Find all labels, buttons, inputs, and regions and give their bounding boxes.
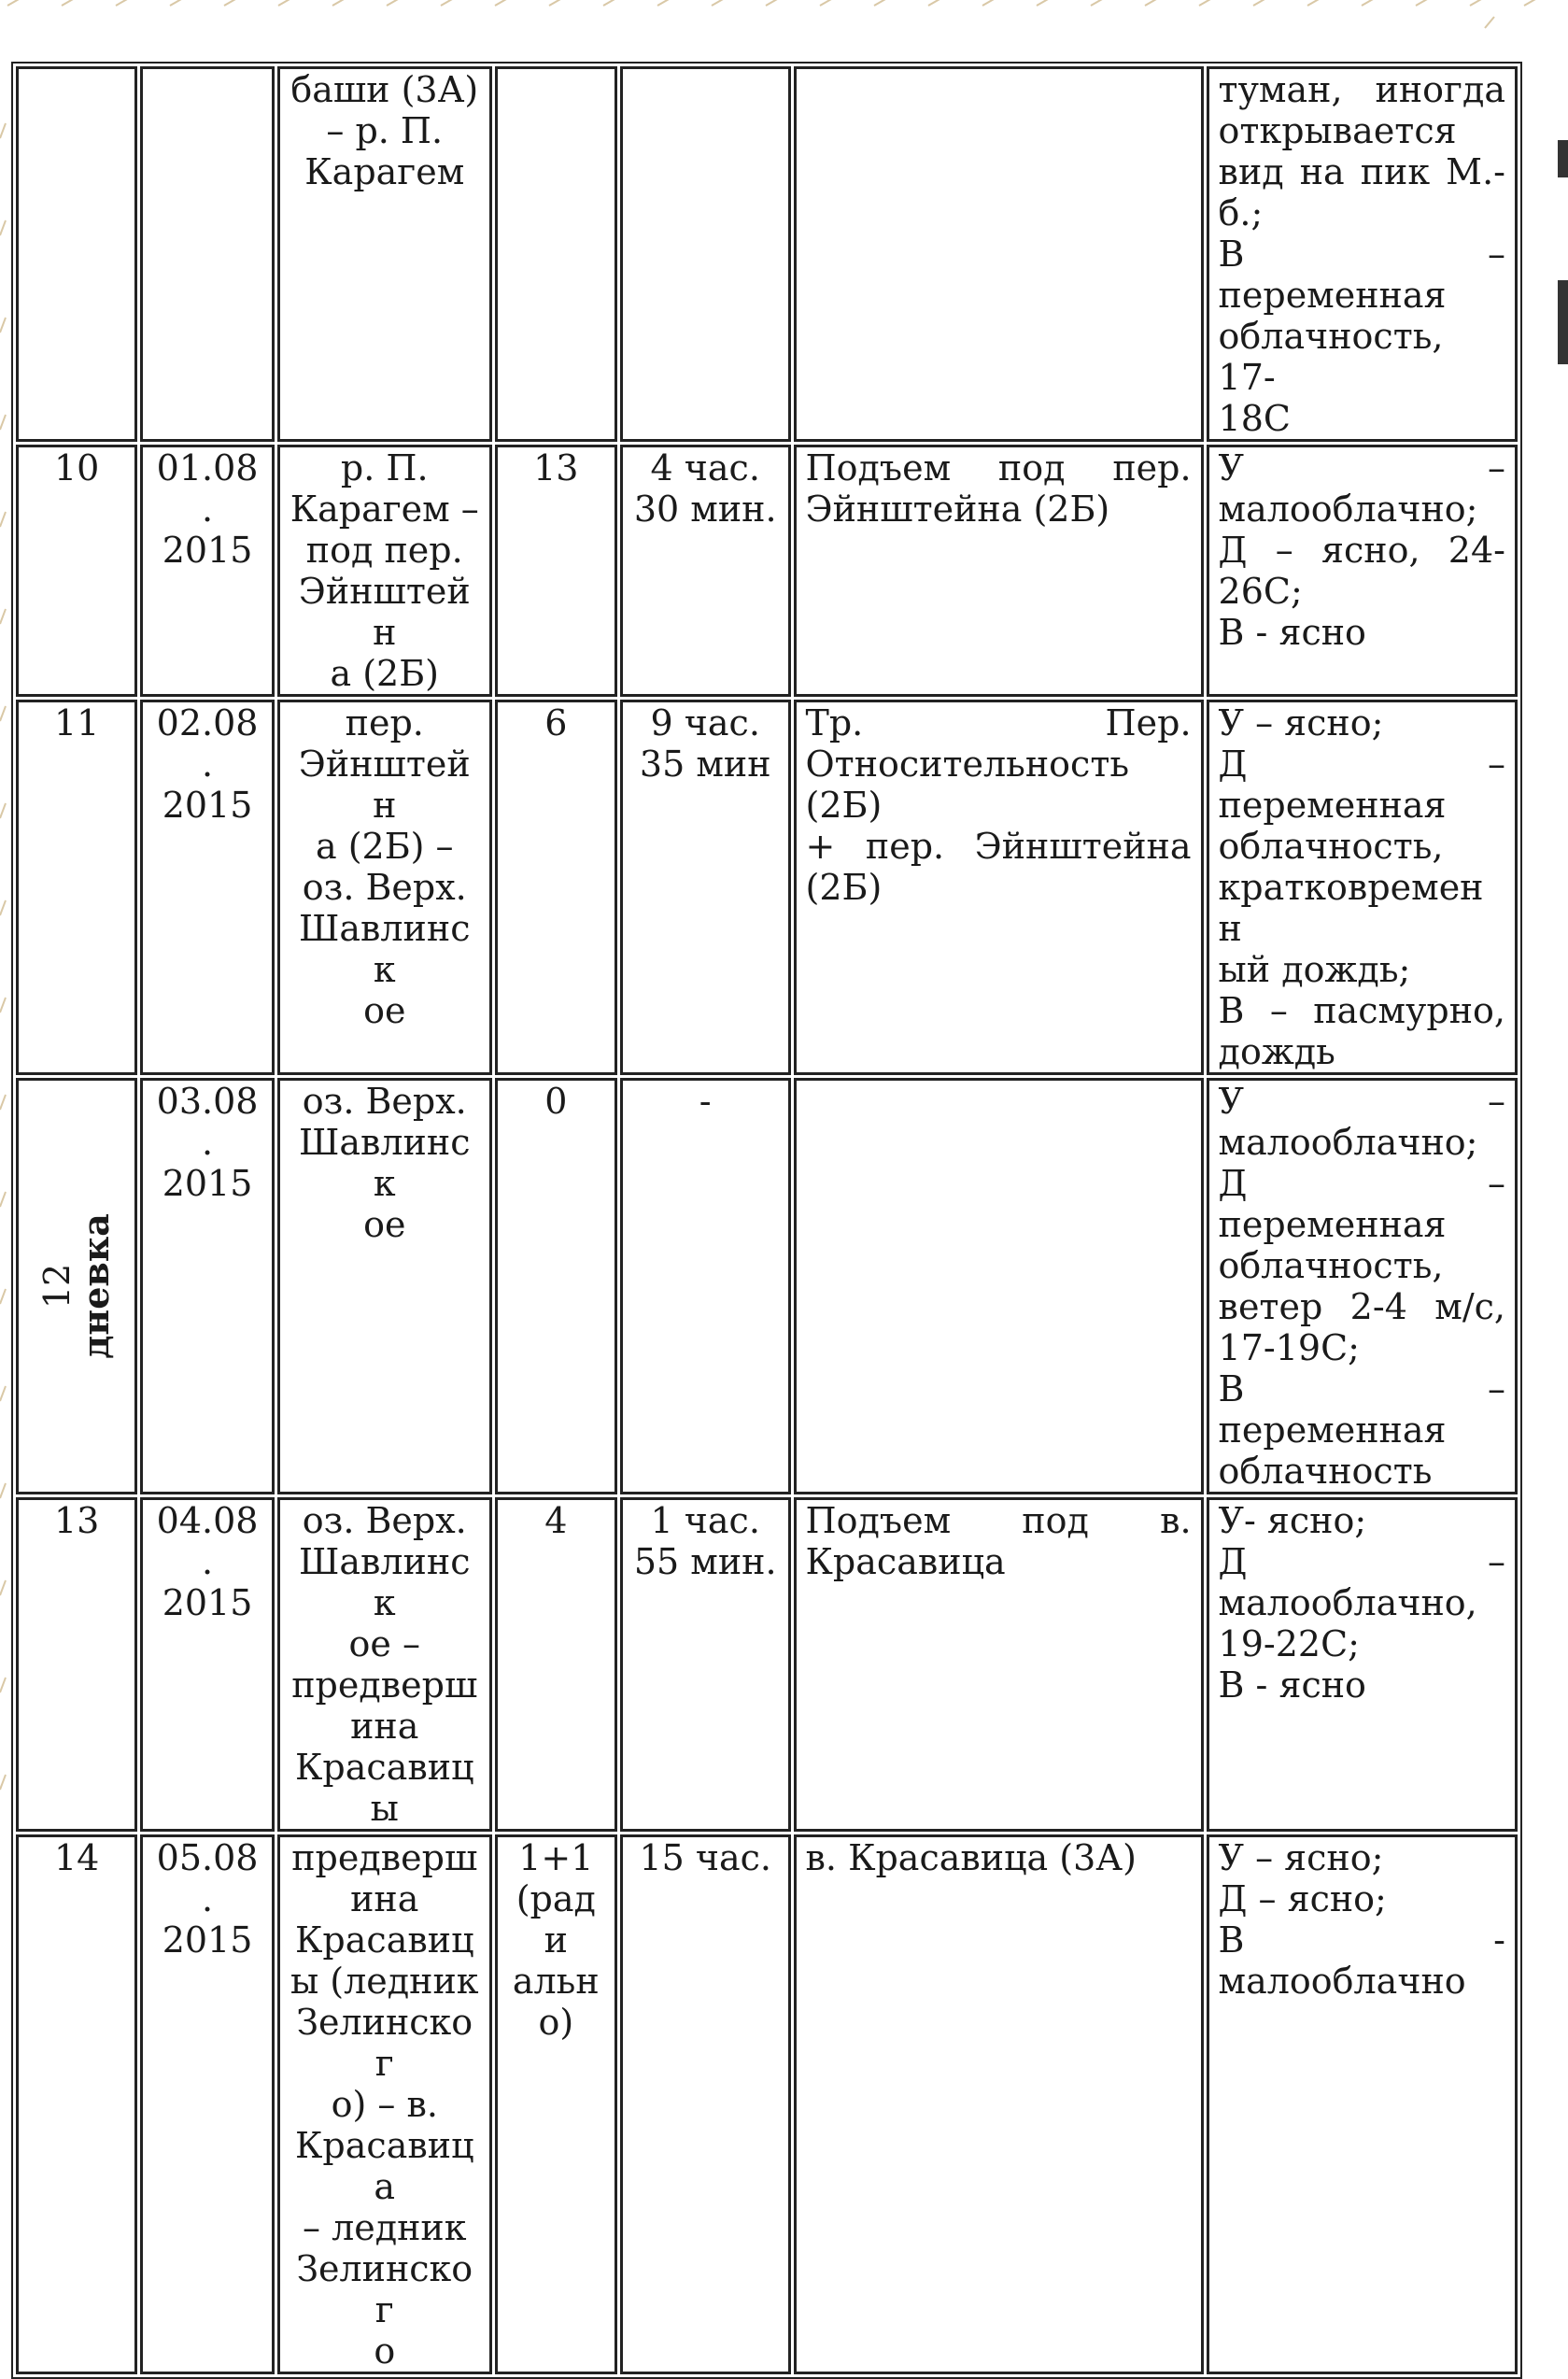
weather-text: 17-19С; [1218,1327,1360,1368]
obstacles-cell [794,445,1204,697]
route-text: р. П. [340,447,429,489]
obstacles-cell [794,66,1204,442]
weather-text: вид на пик М.- [1218,151,1505,192]
time-cell [620,66,791,442]
time-text: 4 час. [650,447,760,489]
weather-text: туман, иногда [1218,69,1505,110]
itinerary-body [16,66,1518,2374]
distance-text: 6 [544,702,568,743]
weather-text: малооблачно; [1218,489,1478,530]
route-text: ина [350,1878,419,1919]
date-text: 05.08. [156,1837,259,1919]
route-text: ина [350,1706,419,1747]
route-text: Карагем – [290,489,479,530]
route-text: оз. Верх. [302,1500,467,1541]
distance-text: 4 [544,1500,568,1541]
weather-text: 26С; [1218,571,1303,612]
route-cell [277,66,492,442]
date-text: 03.08. [156,1081,259,1163]
weather-text: Д – ясно; [1218,1878,1387,1919]
route-text: ое [363,1204,406,1245]
obstacles-text: + пер. Эйнштейна [805,826,1192,867]
day-number: 11 [53,702,100,743]
rest-day-number: 12 [36,1263,78,1310]
date-cell [140,1834,275,2374]
weather-text: облачность, [1218,1245,1444,1286]
weather-text: б.; [1218,192,1264,234]
date-cell [140,1078,275,1494]
route-text: Шавлинск [299,908,471,990]
weather-text: У- ясно; [1218,1500,1367,1541]
route-text: Зелинског [296,2248,473,2330]
table-row [16,1834,1518,2374]
day-cell [16,445,137,697]
time-text: 35 мин [639,743,771,785]
obstacles-cell [794,700,1204,1075]
weather-cell [1207,1834,1518,2374]
route-cell [277,1834,492,2374]
route-text: Шавлинск [299,1122,471,1204]
obstacles-cell [794,1078,1204,1494]
date-text: 2015 [162,530,253,571]
date-cell [140,1497,275,1832]
route-text: Красавица [295,2125,474,2207]
distance-cell [495,66,617,442]
route-cell [277,700,492,1075]
weather-text: В - ясно [1218,612,1366,653]
distance-text: 0 [544,1081,568,1122]
weather-text: облачность, 17- [1218,316,1444,398]
time-cell [620,1078,791,1494]
date-cell [140,700,275,1075]
weather-text: В – переменная [1218,1368,1505,1451]
distance-text: 1+1 [518,1837,594,1878]
route-text: – р. П. [326,110,444,151]
obstacles-cell [794,1834,1204,2374]
date-cell [140,445,275,697]
time-text: 55 мин. [633,1541,777,1582]
time-text: 1 час. [650,1500,760,1541]
weather-text: дождь [1218,1031,1335,1072]
day-number: 13 [53,1500,100,1541]
route-text: а (2Б) – [315,826,454,867]
route-text: ы [370,1788,399,1829]
weather-text: В - [1218,1919,1505,1961]
rest-day-label [37,1213,116,1359]
route-text: баши (3А) [290,69,479,110]
weather-cell [1207,700,1518,1075]
route-text: предверш [291,1837,478,1878]
weather-text: У – ясно; [1218,702,1384,743]
weather-text: открывается [1218,110,1457,151]
weather-text: 19-22С; [1218,1623,1360,1664]
distance-text: 13 [533,447,579,489]
weather-cell [1207,445,1518,697]
day-number: 10 [53,447,100,489]
date-text: 2015 [162,1919,253,1961]
decorative-edge-right [1558,140,1568,364]
time-cell [620,1497,791,1832]
route-text: предверш [291,1664,478,1706]
obstacles-text: Красавица [805,1541,1006,1582]
weather-text: Д – ясно, 24- [1218,530,1505,571]
route-text: пер. [345,702,424,743]
route-text: Эйнштейн [298,743,471,826]
distance-cell [495,700,617,1075]
route-text: Зелинског [296,2002,473,2084]
time-cell [620,445,791,697]
weather-text: ый дождь; [1218,949,1411,990]
weather-cell [1207,66,1518,442]
weather-text: У – [1218,447,1505,489]
route-text: под пер. [305,530,463,571]
weather-text: В – пасмурно, [1218,990,1505,1031]
date-text: 2015 [162,1163,253,1204]
date-text: 02.08. [156,702,259,785]
table-row [16,700,1518,1075]
distance-cell [495,1834,617,2374]
distance-text: (ради [516,1878,596,1961]
day-cell [16,700,137,1075]
rest-day-cell [16,1078,137,1494]
time-text: - [699,1081,712,1122]
itinerary-table [11,62,1522,2379]
weather-text: ветер 2-4 м/с, [1218,1286,1505,1327]
time-cell [620,700,791,1075]
weather-text: 18С [1218,398,1291,439]
obstacles-text: в. Красавица (3А) [805,1837,1137,1878]
weather-text: У – ясно; [1218,1837,1384,1878]
table-row [16,445,1518,697]
obstacles-text: (2Б) [805,867,883,908]
distance-cell [495,1497,617,1832]
distance-cell [495,445,617,697]
weather-cell [1207,1497,1518,1832]
weather-text: малооблачно, [1218,1582,1477,1623]
day-cell [16,1497,137,1832]
date-text: 2015 [162,785,253,826]
route-text: ы (ледник [290,1961,479,2002]
weather-text: малооблачно; [1218,1122,1478,1163]
route-cell [277,1078,492,1494]
date-text: 04.08. [156,1500,259,1582]
weather-text: облачность, [1218,826,1444,867]
date-text: 2015 [162,1582,253,1623]
day-cell [16,1834,137,2374]
route-cell [277,1497,492,1832]
obstacles-cell [794,1497,1204,1832]
table-row [16,1497,1518,1832]
date-cell [140,66,275,442]
weather-text: У – [1218,1081,1505,1122]
weather-text: Д – [1218,1541,1505,1582]
obstacles-text: Тр. Пер. [805,702,1192,743]
decorative-hatch-top [7,0,1537,28]
distance-cell [495,1078,617,1494]
day-number: 14 [53,1837,100,1878]
route-cell [277,445,492,697]
time-cell [620,1834,791,2374]
obstacles-text: Подъем под в. [805,1500,1192,1541]
obstacles-text: Эйнштейна (2Б) [805,489,1110,530]
route-text: оз. Верх. [302,867,467,908]
weather-text: В – переменная [1218,234,1505,316]
obstacles-text: Относительность (2Б) [805,743,1130,826]
table-row [16,1078,1518,1494]
route-text: Шавлинск [299,1541,471,1623]
decorative-hatch-left [0,123,6,1790]
route-text: – ледник [303,2207,467,2248]
weather-text: Д – переменная [1218,1163,1505,1245]
route-text: оз. Верх. [302,1081,467,1122]
distance-text: альн [512,1961,600,2002]
date-text: 01.08. [156,447,259,530]
distance-text: о) [538,2002,574,2043]
route-text: Эйнштейн [298,571,471,653]
time-text: 9 час. [650,702,760,743]
weather-text: Д – переменная [1218,743,1505,826]
route-text: ое [363,990,406,1031]
rest-day-word: дневка [75,1213,118,1359]
weather-text: облачность [1218,1451,1433,1492]
table-row [16,66,1518,442]
route-text: Карагем [304,151,465,192]
route-text: а (2Б) [330,653,439,694]
route-text: Красавиц [295,1919,474,1961]
day-cell [16,66,137,442]
route-text: о [374,2330,396,2372]
route-text: ое – [348,1623,420,1664]
weather-text: кратковременн [1218,867,1484,949]
route-text: Красавиц [295,1747,474,1788]
time-text: 30 мин. [633,489,777,530]
time-text: 15 час. [639,1837,772,1878]
weather-text: В - ясно [1218,1664,1366,1706]
weather-cell [1207,1078,1518,1494]
obstacles-text: Подъем под пер. [805,447,1192,489]
weather-text: малооблачно [1218,1961,1466,2002]
route-text: о) – в. [331,2084,438,2125]
